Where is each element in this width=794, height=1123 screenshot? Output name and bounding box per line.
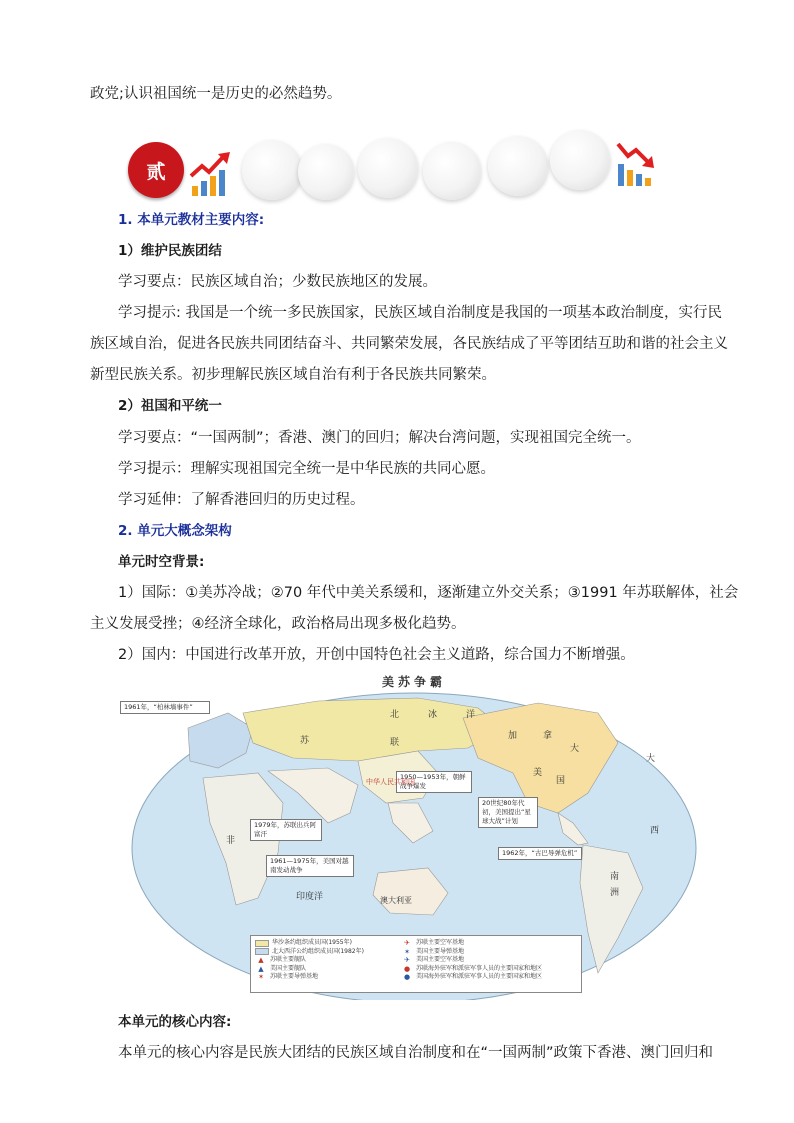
legend-us-fleet: ▲ 美国主要舰队 — [258, 964, 307, 973]
map-label-xi: 西 — [650, 826, 660, 836]
legend-warsaw: 华沙条约组织成员国(1955年) — [255, 939, 364, 948]
part2-heading: 2）祖国和平统一 — [118, 398, 222, 414]
map-label-na: 拿 — [543, 731, 553, 741]
map-label-fei: 非 — [226, 836, 236, 846]
rising-chart-icon — [188, 150, 234, 200]
legend-us-missile: ✶ 美国主要导弹基地 — [404, 947, 465, 956]
core-heading: 本单元的核心内容: — [118, 1014, 232, 1030]
section2-subtitle: 单元时空背景: — [118, 554, 205, 570]
map-label-jia: 加 — [508, 731, 518, 741]
map-legend — [250, 935, 582, 993]
legend-soviet-troops: ● 苏联海外驻军和派驻军事人员的主要国家和地区 — [403, 964, 543, 973]
title-bubble-5 — [488, 136, 548, 196]
section1-title: 1. 本单元教材主要内容: — [118, 212, 265, 228]
part1-tips-line3: 新型民族关系。初步理解民族区域自治有利于各民族共同繁荣。 — [90, 367, 496, 383]
annotation-star-wars: 20世纪80年代初，美国提出“星球大战”计划 — [478, 797, 538, 828]
title-bubble-1 — [242, 140, 302, 200]
part2-extension: 学习延伸：了解香港回归的历史过程。 — [118, 492, 365, 508]
map-label-lian: 联 — [390, 738, 400, 748]
title-bubble-6 — [550, 130, 610, 190]
legend-nato: 北大西洋公约组织成员国(1982年) — [255, 948, 364, 957]
map-label-indian-ocean: 印度洋 — [296, 892, 324, 902]
map-label-ice: 冰 — [428, 710, 438, 720]
part1-points: 学习要点：民族区域自治；少数民族地区的发展。 — [118, 274, 437, 290]
legend-soviet-fleet: ▲ 苏联主要舰队 — [258, 956, 307, 964]
map-label-su: 苏 — [300, 736, 310, 746]
section-banner — [118, 128, 678, 204]
annotation-vietnam: 1961—1975年，美国对越南发动战争 — [266, 855, 354, 877]
legend-us-troops: ● 美国海外驻军和派驻军事人员的主要国家和地区 — [403, 973, 543, 981]
title-bubble-2 — [298, 144, 354, 200]
title-bubble-3 — [358, 138, 418, 198]
cold-war-map — [118, 673, 710, 1000]
map-label-atlantic-da: 大 — [646, 754, 656, 764]
annotation-cuba: 1962年，“古巴导弹危机” — [498, 847, 582, 860]
map-label-nan: 南 — [610, 872, 620, 882]
part1-tips-line1: 学习提示: 我国是一个统一多民族国家，民族区域自治制度是我国的一项基本政治制度，实行民 — [118, 305, 722, 321]
map-label-prc: 中华人民共和国 — [366, 778, 415, 786]
part2-points: 学习要点：“一国两制”；香港、澳门的回归；解决台湾问题，实现祖国完全统一。 — [118, 430, 641, 446]
map-label-mei: 美 — [533, 768, 543, 778]
legend-soviet-airbase: ✈ 苏联主要空军基地 — [404, 939, 465, 947]
intro-tail: 政党;认识祖国统一是历史的必然趋势。 — [90, 86, 342, 102]
map-title: 美苏争霸 — [381, 675, 446, 689]
legend-us-airbase: ✈ 美国主要空军基地 — [404, 956, 465, 964]
section2-title: 2. 单元大概念架构 — [118, 523, 232, 539]
annotation-korea: 1950—1953年，朝鲜战争爆发 — [396, 771, 472, 793]
map-label-guo: 国 — [556, 776, 566, 786]
part2-tips: 学习提示：理解实现祖国完全统一是中华民族的共同心愿。 — [118, 461, 495, 477]
part1-heading: 1）维护民族团结 — [118, 243, 222, 259]
part1-tips-line2: 族区域自治，促进各民族共同团结奋斗、共同繁荣发展，各民族结成了平等团结互助和谐的社会主义 — [90, 336, 728, 352]
legend-soviet-missile: ✶ 苏联主要导弹基地 — [258, 973, 319, 981]
international-line1: 1）国际：①美苏冷战；②70 年代中美关系缓和，逐渐建立外交关系；③1991 年苏联解体，社会 — [118, 585, 739, 601]
map-label-zhou: 洲 — [610, 888, 620, 898]
map-label-australia: 澳大利亚 — [380, 896, 412, 905]
annotation-afghanistan: 1979年，苏联出兵阿富汗 — [250, 819, 322, 841]
map-label-ocean: 洋 — [466, 710, 476, 720]
annotation-berlin: 1961年，“柏林墙事件” — [120, 701, 210, 714]
section-number-badge: 贰 — [128, 142, 184, 198]
falling-chart-icon — [614, 140, 660, 190]
map-label-north: 北 — [390, 710, 400, 720]
international-line2: 主义发展受挫；④经济全球化，政治格局出现多极化趋势。 — [90, 616, 466, 632]
core-text: 本单元的核心内容是民族大团结的民族区域自治制度和在“一国两制”政策下香港、澳门回归和 — [118, 1045, 714, 1061]
domestic-line: 2）国内：中国进行改革开放，开创中国特色社会主义道路，综合国力不断增强。 — [118, 647, 635, 663]
title-bubble-4 — [423, 142, 481, 200]
map-label-da: 大 — [570, 744, 580, 754]
